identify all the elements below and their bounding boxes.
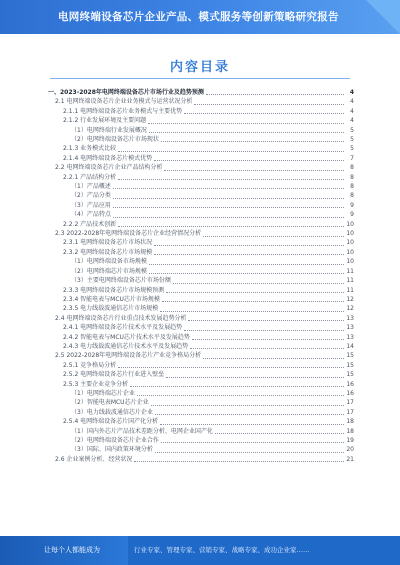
toc-entry-text: 2.5.4 电网终端设备芯片国产化分析 (63, 418, 159, 426)
toc-page-number: 11 (346, 286, 354, 294)
toc-leader-dots (184, 113, 344, 114)
toc-entry[interactable] (48, 342, 354, 351)
toc-page-number: 4 (350, 98, 354, 106)
toc-leader-dots (149, 264, 344, 265)
toc-leader-dots (154, 254, 344, 255)
toc-leader-dots (155, 414, 344, 415)
toc-entry[interactable] (48, 182, 354, 191)
footer-slogan-left: 让每个人都能成为 (44, 546, 100, 554)
toc-entry[interactable] (48, 97, 354, 106)
toc-entry[interactable] (48, 126, 354, 135)
toc-entry[interactable] (48, 455, 354, 464)
toc-page-number: 13 (346, 314, 354, 322)
toc-entry-text: （3）主要电网终端设备芯片市场份额 (71, 277, 171, 285)
toc-page-number: 5 (350, 136, 354, 144)
toc-entry-text: 2.5 2022-2028年电网终端设备芯片产业竞争格局分析 (55, 352, 202, 360)
toc-page-number: 9 (350, 211, 354, 219)
footer-slogan-right: 行业专家、管理专家、营销专家、战略专家、成功企业家…… (134, 546, 310, 554)
toc-entry[interactable] (48, 333, 354, 342)
toc-leader-dots (149, 132, 344, 133)
toc-page-number: 4 (350, 117, 354, 125)
toc-entry-text: （1）电网终端芯片企业 (71, 389, 135, 397)
toc-entry[interactable] (48, 257, 354, 266)
toc-entry-text: （3）国际、国内政策环境分析 (71, 446, 153, 454)
toc-entry-text: 2.1 电网终端设备芯片企业业务模式与运营状况分析 (55, 98, 193, 106)
toc-leader-dots (162, 301, 344, 302)
toc-entry[interactable] (48, 248, 354, 257)
toc-page-number: 8 (350, 173, 354, 181)
table-of-contents (48, 88, 354, 464)
toc-entry-text: （2）智能电表MCU芯片企业 (71, 399, 149, 407)
toc-page-number: 14 (346, 342, 354, 350)
toc-entry[interactable] (48, 295, 354, 304)
toc-entry-text: （3）产品应用 (71, 201, 111, 209)
toc-entry[interactable] (48, 135, 354, 144)
toc-entry[interactable] (48, 144, 354, 153)
toc-entry[interactable] (48, 107, 354, 116)
banner-corner-decoration (366, 0, 400, 34)
toc-leader-dots (194, 104, 344, 105)
toc-entry[interactable] (48, 389, 354, 398)
toc-divider (50, 78, 350, 79)
toc-entry[interactable] (48, 173, 354, 182)
toc-entry-text: 2.2.1 产品结构分析 (63, 173, 117, 181)
toc-leader-dots (164, 170, 344, 171)
toc-entry[interactable] (48, 154, 354, 163)
footer-banner (0, 536, 400, 565)
toc-leader-dots (113, 188, 344, 189)
toc-page-number: 21 (346, 455, 354, 463)
toc-leader-dots (118, 151, 344, 152)
toc-leader-dots (113, 217, 344, 218)
toc-entry[interactable] (48, 116, 354, 125)
toc-entry-text: 2.1.3 业务模式比较 (63, 145, 117, 153)
toc-entry[interactable] (48, 417, 354, 426)
toc-entry-text: 2.3.5 电力线载波通信芯片市场规模 (63, 305, 159, 313)
toc-page-number: 10 (346, 248, 354, 256)
toc-leader-dots (113, 207, 344, 208)
toc-page-number: 11 (346, 267, 354, 275)
toc-entry[interactable] (48, 239, 354, 248)
toc-leader-dots (118, 226, 344, 227)
toc-entry-text: 2.3.2 电网终端设备芯片市场规模 (63, 248, 153, 256)
toc-entry[interactable] (48, 408, 354, 417)
toc-entry-text: （2）电网终端芯片市场规模 (71, 267, 147, 275)
toc-entry-text: 2.2 电网终端设备芯片企业产品结构分析 (55, 164, 163, 172)
toc-page-number: 20 (346, 446, 354, 454)
toc-leader-dots (215, 433, 344, 434)
toc-entry[interactable] (48, 427, 354, 436)
toc-page-number: 7 (350, 154, 354, 162)
toc-page-number: 17 (346, 399, 354, 407)
toc-page-number: 16 (346, 380, 354, 388)
toc-leader-dots (161, 442, 344, 443)
report-title: 电网终端设备芯片企业产品、模式服务等创新策略研究报告 (58, 11, 339, 23)
toc-leader-dots (113, 198, 344, 199)
toc-entry-text: 2.1.4 电网终端设备芯片模式优势 (63, 154, 153, 162)
toc-leader-dots (137, 395, 344, 396)
toc-entry-text: 一、2023-2028年电网终端设备芯片市场行业及趋势预测 (48, 88, 204, 96)
toc-entry-text: 2.5.3 主要企业竞争分析 (63, 380, 129, 388)
toc-entry-text: 2.3 2022-2028年电网终端设备芯片企业经营情况分析 (55, 230, 202, 238)
toc-entry-text: 2.1.1 电网终端设备芯片业务模式与主要优势 (63, 107, 183, 115)
toc-entry[interactable] (48, 220, 354, 229)
toc-entry[interactable] (48, 201, 354, 210)
toc-page-number: 5 (350, 145, 354, 153)
toc-entry-text: （3）电力线载波通信芯片企业 (71, 408, 153, 416)
toc-entry[interactable] (48, 163, 354, 172)
toc-leader-dots (160, 311, 344, 312)
toc-entry[interactable] (48, 210, 354, 219)
toc-leader-dots (155, 452, 344, 453)
toc-leader-dots (203, 236, 344, 237)
toc-entry-text: 2.3.3 电网终端设备芯片市场规模预测 (63, 286, 165, 294)
toc-page-number: 15 (346, 352, 354, 360)
toc-entry[interactable] (48, 361, 354, 370)
toc-entry-text: （1）国内外芯片产品技术差距分析、电网企业国产化 (71, 427, 213, 435)
toc-entry-text: 2.4.1 电网终端设备芯片技术水平及发展趋势 (63, 324, 183, 332)
toc-entry[interactable] (48, 323, 354, 332)
toc-page-number: 18 (346, 418, 354, 426)
toc-leader-dots (192, 339, 344, 340)
toc-entry[interactable] (48, 286, 354, 295)
toc-entry[interactable] (48, 267, 354, 276)
toc-entry-text: （1）电网终端行业发展概况 (71, 126, 147, 134)
toc-entry-text: （2）电网终端设备芯片企业合作 (71, 437, 159, 445)
toc-leader-dots (190, 348, 344, 349)
toc-entry[interactable] (48, 304, 354, 313)
toc-entry[interactable] (48, 88, 354, 97)
toc-page-number: 10 (346, 230, 354, 238)
toc-leader-dots (173, 283, 344, 284)
toc-leader-dots (184, 330, 344, 331)
toc-leader-dots (151, 405, 344, 406)
toc-entry[interactable] (48, 276, 354, 285)
toc-entry[interactable] (48, 436, 354, 445)
toc-entry[interactable] (48, 380, 354, 389)
toc-page-number: 8 (350, 183, 354, 191)
toc-entry-text: （2）产品分类 (71, 192, 111, 200)
toc-leader-dots (166, 292, 344, 293)
toc-page-number: 8 (350, 192, 354, 200)
toc-page-number: 10 (346, 220, 354, 228)
toc-entry-text: 2.4.3 电力线载波通信芯片技术水平及发展趋势 (63, 342, 189, 350)
toc-entry-text: （1）产品概述 (71, 183, 111, 191)
toc-page-number: 4 (349, 88, 354, 96)
toc-leader-dots (148, 123, 344, 124)
toc-page-number: 10 (346, 239, 354, 247)
toc-page-number: 5 (350, 126, 354, 134)
toc-leader-dots (161, 141, 344, 142)
toc-entry-text: 2.4.2 智能电表与MCU芯片技术水平及发展趋势 (63, 333, 190, 341)
toc-entry-text: 2.3.1 电网终端设备芯片市场状况 (63, 239, 153, 247)
toc-entry[interactable] (48, 314, 354, 323)
toc-page-number: 12 (346, 295, 354, 303)
toc-leader-dots (118, 367, 344, 368)
toc-entry[interactable] (48, 370, 354, 379)
toc-page-number: 11 (346, 277, 354, 285)
toc-entry-text: 2.4 电网终端设备芯片行业重点技术发展趋势分析 (55, 314, 187, 322)
toc-entry[interactable] (48, 351, 354, 360)
toc-leader-dots (166, 377, 344, 378)
toc-entry-text: 2.5.2 电网终端设备芯片行业进入壁垒 (63, 371, 165, 379)
toc-entry[interactable] (48, 191, 354, 200)
toc-leader-dots (203, 358, 344, 359)
toc-leader-dots (149, 273, 344, 274)
toc-leader-dots (154, 245, 344, 246)
toc-page-number: 15 (346, 371, 354, 379)
toc-page-number: 12 (346, 305, 354, 313)
toc-leader-dots (160, 424, 344, 425)
toc-entry[interactable] (48, 229, 354, 238)
toc-entry[interactable] (48, 445, 354, 454)
toc-page-number: 18 (346, 427, 354, 435)
toc-heading: 内容目录 (169, 60, 230, 75)
toc-page-number: 19 (346, 437, 354, 445)
toc-leader-dots (118, 179, 344, 180)
toc-entry-text: 2.1.2 行业发展环境及主要问题 (63, 117, 147, 125)
toc-entry-text: 2.5.1 竞争格局分析 (63, 361, 117, 369)
toc-leader-dots (154, 160, 344, 161)
toc-page-number: 15 (346, 361, 354, 369)
toc-entry-text: 2.6 企业案例分析、经营状况 (55, 455, 133, 463)
toc-leader-dots (130, 386, 344, 387)
toc-entry[interactable] (48, 398, 354, 407)
toc-page-number: 10 (346, 258, 354, 266)
toc-page-number: 9 (350, 201, 354, 209)
toc-entry-text: （4）产品特点 (71, 211, 111, 219)
toc-leader-dots (188, 320, 344, 321)
toc-page-number: 13 (346, 333, 354, 341)
toc-leader-dots (206, 94, 344, 95)
toc-entry-text: 2.3.4 智能电表与MCU芯片市场规模 (63, 295, 160, 303)
toc-page-number: 16 (346, 389, 354, 397)
toc-entry-text: （2）电网终端设备芯片市场现状 (71, 136, 159, 144)
toc-page-number: 4 (350, 107, 354, 115)
toc-leader-dots (134, 461, 344, 462)
toc-entry-text: 2.2.2 产品技术创新 (63, 220, 117, 228)
toc-page-number: 17 (346, 408, 354, 416)
toc-entry-text: （1）电网终端设备市场规模 (71, 258, 147, 266)
toc-page-number: 13 (346, 324, 354, 332)
header-banner (0, 0, 400, 34)
toc-page-number: 8 (350, 164, 354, 172)
